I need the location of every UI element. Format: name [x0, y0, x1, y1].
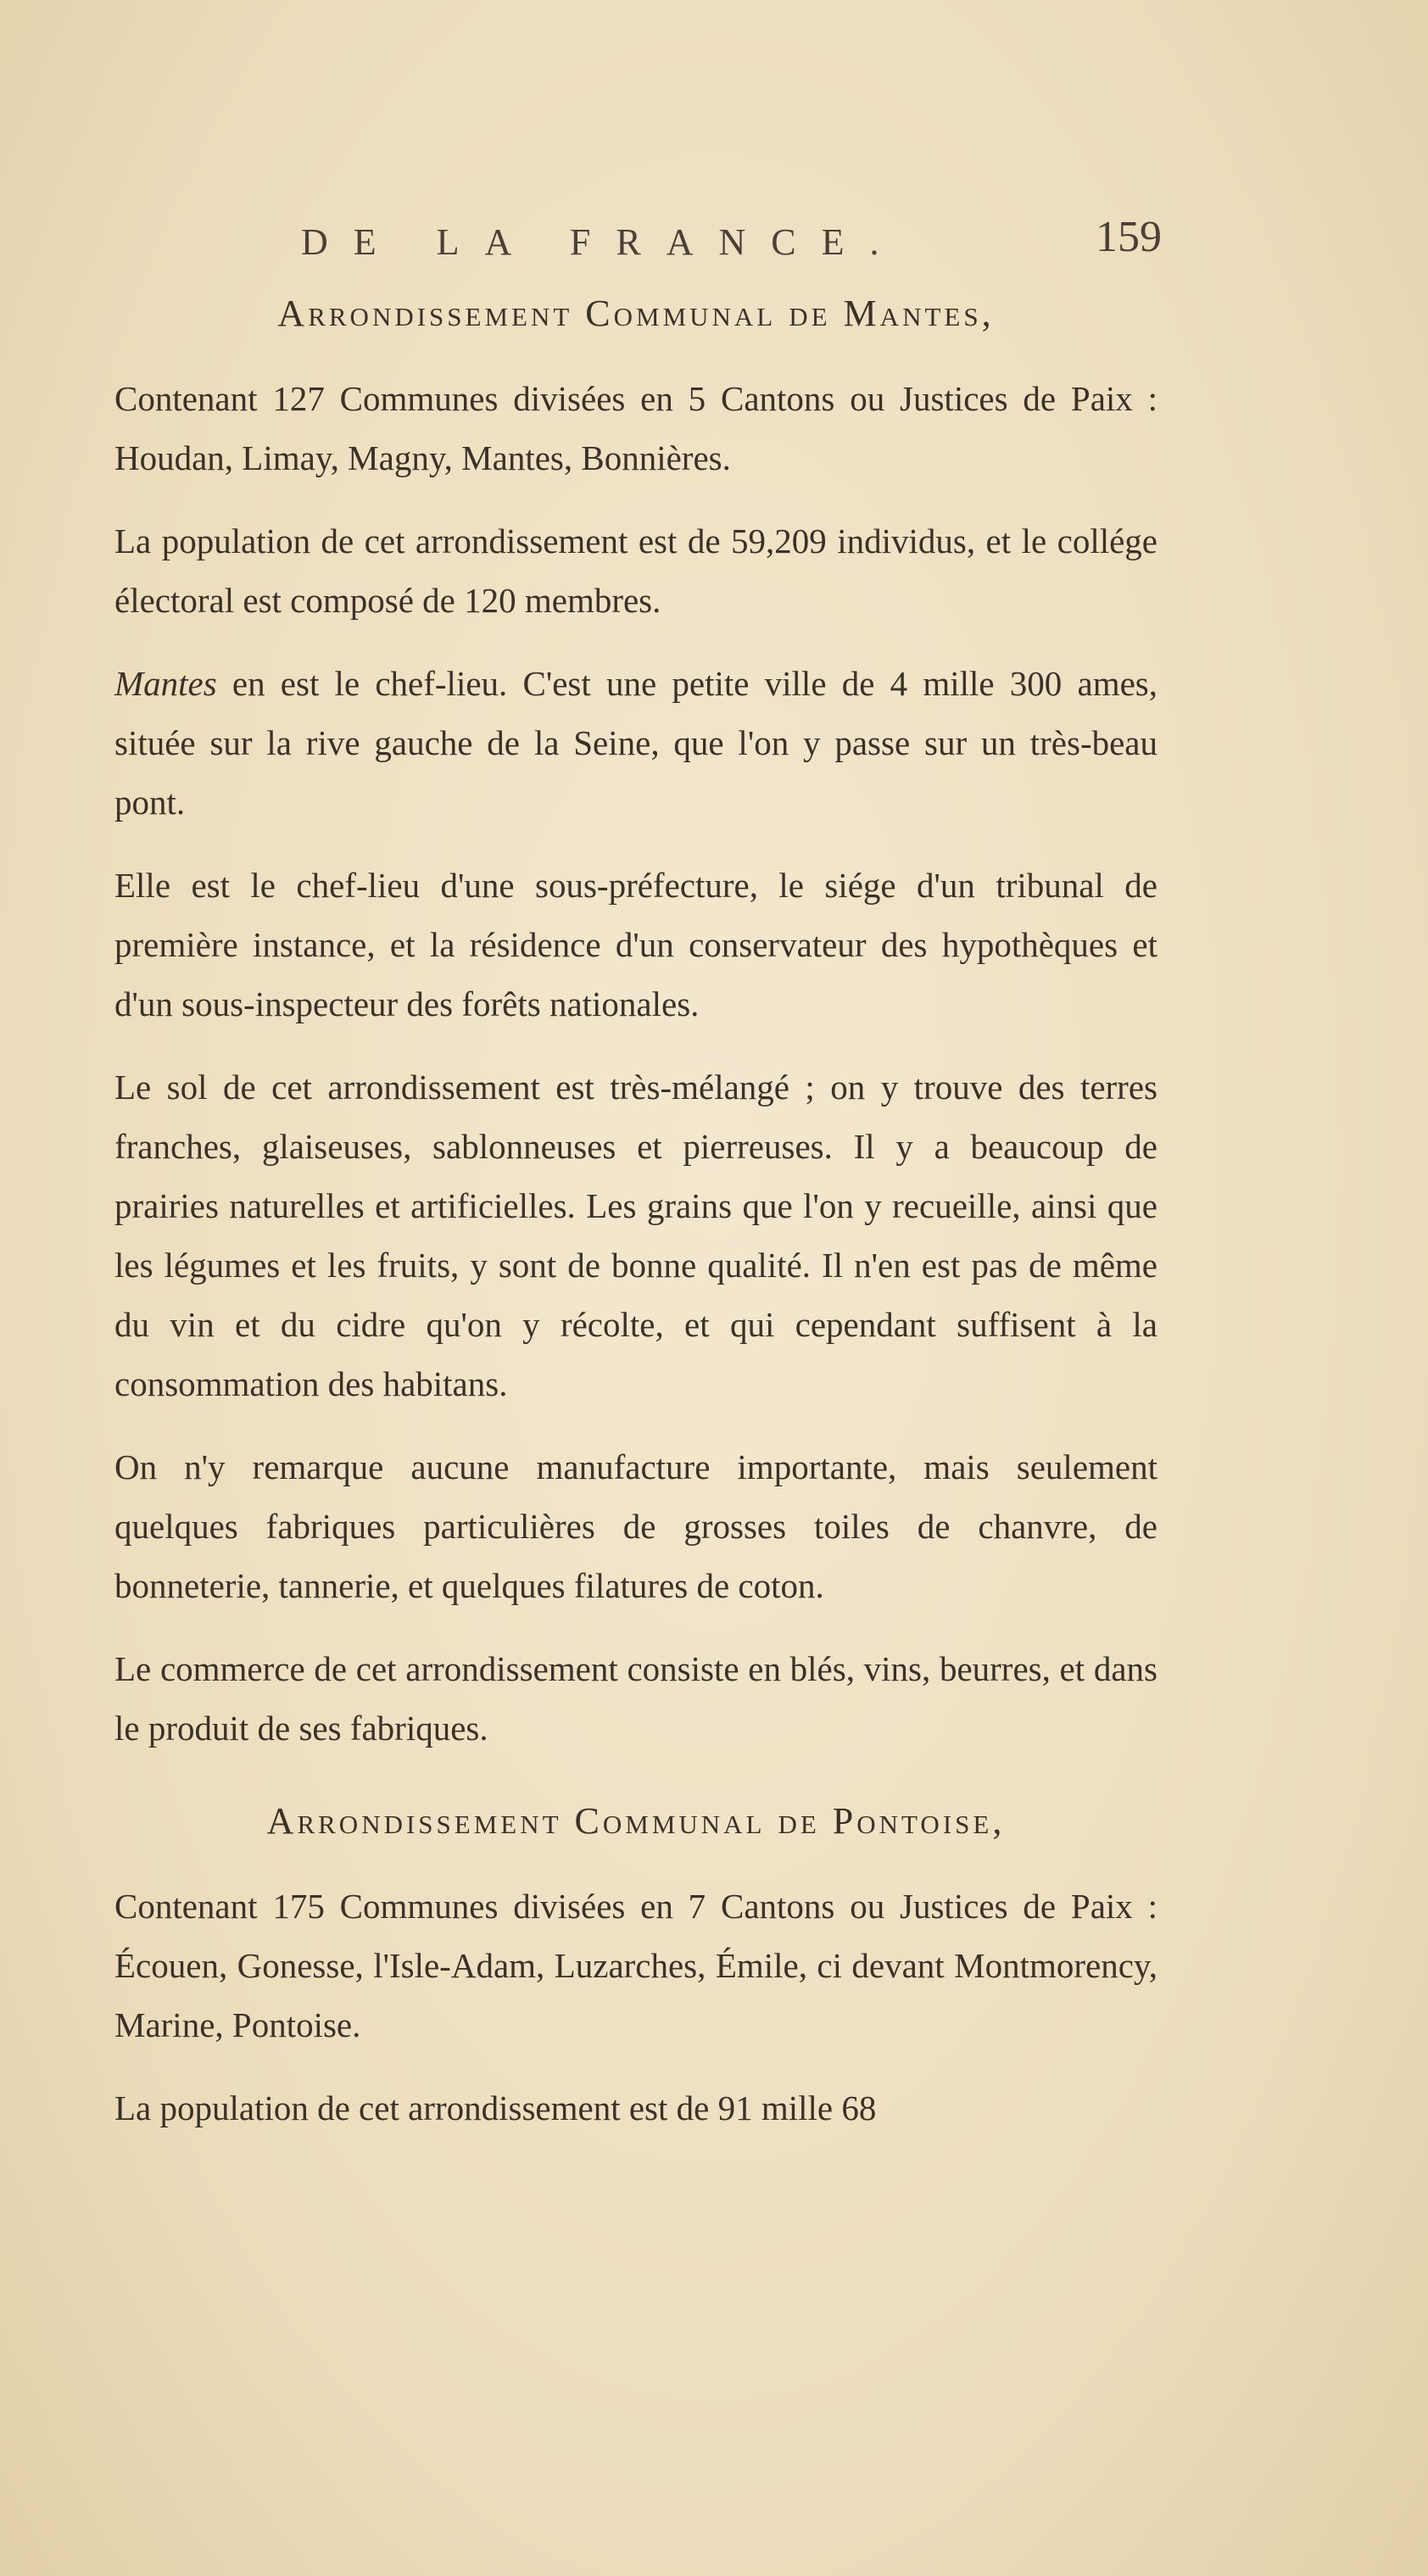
paragraph-mantes-sol: Le sol de cet arrondissement est très-mélangé ; on y trouve des terres franches, glaiseuses, sablonneuses et pierreuses. Il y a beaucoup de prairies naturelles et artificielles. Les grains que l'on y recueille, ainsi que les légumes et les fruits, y sont de bonne qualité. Il n'en est pas de même du vin et du cidre qu'on y récolte, et qui cependant suffisent à la consommation des habitans. [114, 1068, 1157, 1403]
paragraph-mantes-population: La population de cet arrondissement est de 59,209 individus, et le collége électoral est composé de 120 membres. [114, 521, 1157, 620]
paragraph-mantes-communes: Contenant 127 Communes divisées en 5 Cantons ou Justices de Paix : Houdan, Limay, Magny, Mantes, Bonnières. [114, 379, 1157, 477]
page-number: 159 [1096, 213, 1162, 261]
italic-lead: Mantes [114, 664, 217, 703]
paragraph-mantes-prefecture: Elle est le chef-lieu d'une sous-préfecture, le siége d'un tribunal de première instance, et la résidence d'un conservateur des hypothèques et d'un sous-inspecteur des forêts nationales. [114, 866, 1157, 1023]
paragraph-pontoise-population: La population de cet arrondissement est de 91 mille 68 [114, 2088, 877, 2127]
paragraph-mantes-manufacture: On n'y remarque aucune manufacture importante, mais seulement quelques fabriques particulières de grosses toiles de chanvre, de bonneterie, tannerie, et quelques filatures de coton. [114, 1447, 1157, 1605]
paragraph-pontoise-communes: Contenant 175 Communes divisées en 7 Cantons ou Justices de Paix : Écouen, Gonesse, l'Isle-Adam, Luzarches, Émile, ci devant Montmorency, Marine, Pontoise. [114, 1887, 1157, 2044]
paragraph-text: en est le chef-lieu. C'est une petite ville de 4 mille 300 ames, située sur la rive gauche de la Seine, que l'on y passe sur un très-beau pont. [114, 664, 1157, 822]
page-header [301, 212, 1162, 280]
running-head: DE LA FRANCE. [301, 221, 905, 263]
section-title-mantes: Arrondissement Communal de Mantes, [277, 293, 995, 334]
section-title-pontoise: Arrondissement Communal de Pontoise, [266, 1800, 1006, 1842]
paragraph-mantes-commerce: Le commerce de cet arrondissement consiste en blés, vins, beurres, et dans le produit de ses fabriques. [114, 1649, 1157, 1748]
body-text [114, 284, 1157, 2161]
paragraph-mantes-chef-lieu [114, 654, 1157, 832]
